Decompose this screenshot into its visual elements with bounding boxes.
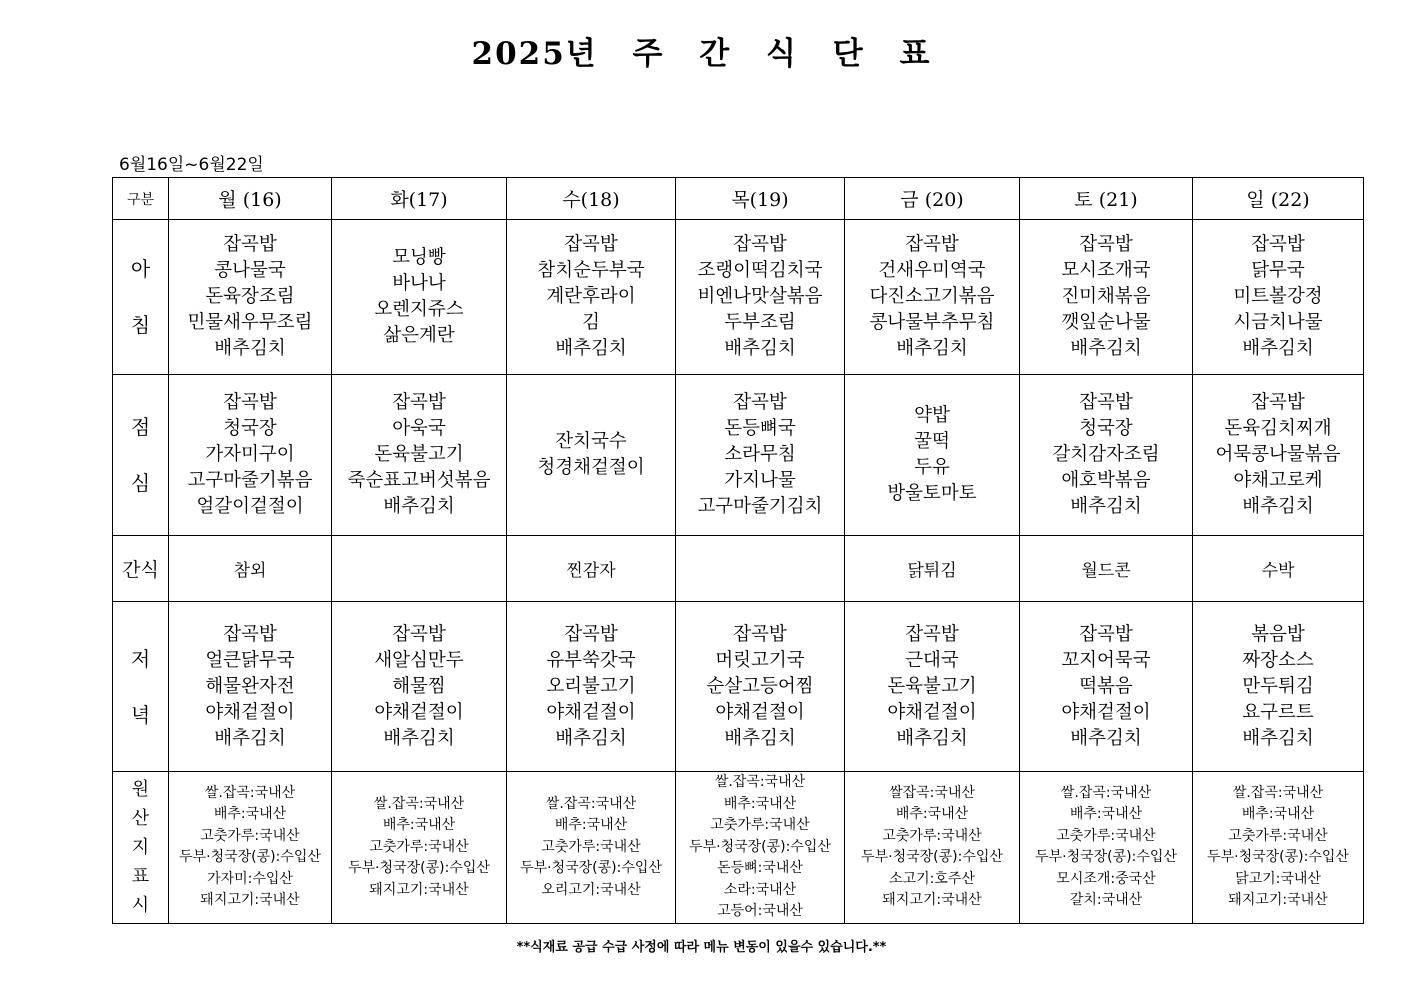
menu-item: 순살고등어찜	[706, 675, 814, 697]
menu-item: 아욱국	[392, 418, 446, 439]
menu-item: 모시조개국	[1061, 260, 1151, 281]
menu-item: 돈육장조림	[205, 286, 295, 307]
origin-line: 쌀.잡곡:국내산	[373, 795, 465, 812]
dinner-cell	[1020, 602, 1193, 772]
breakfast-cell	[845, 220, 1020, 375]
origin-line: 두부·청국장(콩):수입산	[1035, 849, 1177, 866]
menu-item: 배추김치	[724, 338, 796, 359]
menu-item: 고구마줄기김치	[697, 496, 823, 517]
lunch-cell	[332, 375, 507, 536]
menu-item: 닭무국	[1251, 260, 1305, 281]
menu-item: 배추김치	[383, 727, 455, 749]
menu-item: 잡곡밥	[223, 623, 277, 645]
menu-item: 오렌지쥬스	[374, 299, 464, 320]
menu-item: 오리불고기	[546, 675, 636, 697]
origin-line: 돼지고기:국내산	[369, 881, 469, 898]
menu-item: 잡곡밥	[1079, 623, 1133, 645]
breakfast-cell	[1020, 220, 1193, 375]
snack-cell	[332, 536, 507, 602]
menu-item: 돈육김치찌개	[1224, 418, 1332, 439]
origin-label	[113, 772, 169, 924]
menu-item: 두유	[914, 457, 950, 478]
origin-line: 두부·청국장(콩):수입산	[689, 838, 831, 855]
dinner-cell	[845, 602, 1020, 772]
menu-item: 참치순두부국	[537, 260, 645, 281]
menu-item: 두부조림	[724, 312, 796, 333]
origin-line: 배추:국내산	[1069, 806, 1143, 823]
menu-item: 해물완자전	[205, 675, 295, 697]
label-char: 표	[131, 865, 150, 887]
corner-label: 구분	[113, 178, 169, 220]
menu-item: 배추김치	[555, 338, 627, 359]
menu-item: 죽순표고버섯볶음	[347, 470, 491, 491]
menu-item: 배추김치	[1242, 338, 1314, 359]
origin-line: 쌀.잡곡:국내산	[1060, 784, 1152, 801]
origin-cell	[1193, 772, 1364, 924]
lunch-cell	[169, 375, 332, 536]
origin-line: 고춧가루:국내산	[369, 838, 469, 855]
menu-item: 해물찜	[392, 675, 446, 697]
menu-item: 근대국	[905, 649, 959, 671]
menu-item: 잡곡밥	[564, 234, 618, 255]
menu-item: 배추김치	[214, 727, 286, 749]
menu-item: 김	[582, 312, 600, 333]
breakfast-cell	[676, 220, 845, 375]
lunch-cell	[1193, 375, 1364, 536]
menu-item: 청경채겉절이	[537, 457, 645, 478]
origin-line: 고춧가루:국내산	[710, 817, 810, 833]
menu-item: 건새우미역국	[878, 260, 986, 281]
menu-item: 다진소고기볶음	[869, 286, 995, 307]
menu-item: 배추김치	[214, 338, 286, 359]
menu-item: 잡곡밥	[905, 234, 959, 255]
origin-line: 쌀.잡곡:국내산	[1232, 784, 1324, 801]
snack-cell: 수박	[1193, 536, 1364, 602]
menu-item: 돈등뼈국	[724, 418, 796, 439]
menu-item: 야채겉절이	[546, 701, 636, 723]
menu-item: 꿀떡	[914, 431, 950, 452]
snack-cell: 찐감자	[507, 536, 676, 602]
menu-item: 야채겉절이	[205, 701, 295, 723]
breakfast-cell	[169, 220, 332, 375]
breakfast-cell	[1193, 220, 1364, 375]
lunch-label	[113, 375, 169, 536]
menu-item: 잡곡밥	[733, 623, 787, 645]
snack-cell: 참외	[169, 536, 332, 602]
menu-item: 잡곡밥	[1251, 234, 1305, 255]
menu-item: 민물새우무조림	[187, 312, 313, 333]
origin-cell	[507, 772, 676, 924]
origin-cell	[845, 772, 1020, 924]
origin-line: 두부·청국장(콩):수입산	[861, 849, 1003, 866]
footnote: **식재료 공급 수급 사정에 따라 메뉴 변동이 있을수 있습니다.**	[516, 940, 887, 955]
origin-line: 고춧가루:국내산	[541, 838, 641, 855]
menu-item: 배추김치	[1070, 496, 1142, 517]
weekly-menu-table	[112, 177, 1364, 924]
menu-item: 청국장	[223, 418, 277, 439]
menu-item: 잡곡밥	[223, 392, 277, 413]
menu-item: 콩나물부추무침	[869, 312, 995, 333]
menu-item: 잡곡밥	[905, 623, 959, 645]
menu-item: 잡곡밥	[733, 392, 787, 413]
menu-item: 잡곡밥	[392, 392, 446, 413]
origin-line: 돼지고기:국내산	[200, 892, 300, 909]
menu-item: 잡곡밥	[564, 623, 618, 645]
menu-item: 잡곡밥	[223, 234, 277, 255]
menu-item: 잡곡밥	[1251, 392, 1305, 413]
menu-item: 어묵콩나물볶음	[1215, 444, 1341, 465]
snack-label: 간식	[113, 536, 169, 602]
menu-item: 소라무침	[724, 444, 796, 465]
dinner-cell	[1193, 602, 1364, 772]
origin-line: 고춧가루:국내산	[882, 827, 982, 844]
menu-item: 고구마줄기볶음	[187, 470, 313, 491]
menu-item: 콩나물국	[214, 260, 286, 281]
menu-item: 야채겉절이	[715, 701, 805, 723]
origin-row	[113, 772, 1364, 924]
menu-item: 야채고로케	[1233, 470, 1323, 491]
day-header: 목(19)	[676, 178, 845, 220]
origin-line: 배추:국내산	[382, 817, 456, 833]
origin-line: 배추:국내산	[213, 806, 287, 823]
menu-item: 배추김치	[724, 727, 796, 749]
menu-item: 야채겉절이	[1061, 701, 1151, 723]
snack-row	[113, 536, 1364, 602]
label-char: 산	[131, 807, 150, 829]
label-char: 저	[130, 646, 151, 671]
origin-line: 쌀잡곡:국내산	[889, 784, 975, 801]
page-title: 2025년 주 간 식 단 표	[471, 36, 932, 72]
origin-line: 오리고기:국내산	[541, 881, 641, 898]
lunch-cell	[845, 375, 1020, 536]
menu-item: 야채겉절이	[887, 701, 977, 723]
menu-item: 짜장소스	[1242, 649, 1314, 671]
menu-item: 모닝빵	[392, 247, 446, 268]
menu-item: 비엔나맛살볶음	[697, 286, 823, 307]
menu-item: 배추김치	[555, 727, 627, 749]
lunch-cell	[1020, 375, 1193, 536]
origin-line: 돼지고기:국내산	[1228, 892, 1328, 909]
breakfast-cell	[332, 220, 507, 375]
dinner-cell	[676, 602, 845, 772]
origin-line: 두부·청국장(콩):수입산	[348, 860, 490, 876]
menu-item: 바나나	[392, 273, 446, 294]
breakfast-label	[113, 220, 169, 375]
menu-item: 돈육불고기	[887, 675, 977, 697]
dinner-row	[113, 602, 1364, 772]
origin-line: 쌀.잡곡:국내산	[204, 784, 296, 801]
menu-item: 가자미구이	[205, 444, 295, 465]
breakfast-cell	[507, 220, 676, 375]
origin-line: 가자미:수입산	[207, 870, 293, 887]
day-header: 수(18)	[507, 178, 676, 220]
menu-item: 계란후라이	[546, 286, 636, 307]
menu-item: 유부쑥갓국	[546, 649, 636, 671]
day-header: 월 (16)	[169, 178, 332, 220]
dinner-cell	[332, 602, 507, 772]
menu-item: 조랭이떡김치국	[697, 260, 823, 281]
lunch-cell	[676, 375, 845, 536]
menu-item: 잡곡밥	[1079, 392, 1133, 413]
menu-item: 배추김치	[1070, 727, 1142, 749]
menu-item: 애호박볶음	[1061, 470, 1151, 491]
origin-line: 배추:국내산	[1241, 806, 1315, 823]
label-char: 지	[131, 836, 150, 858]
origin-line: 고춧가루:국내산	[1056, 827, 1156, 844]
snack-cell: 월드콘	[1020, 536, 1193, 602]
menu-item: 배추김치	[1242, 496, 1314, 517]
menu-item: 깻잎순나물	[1061, 312, 1151, 333]
origin-cell	[676, 772, 845, 924]
menu-item: 잡곡밥	[733, 234, 787, 255]
menu-item: 떡볶음	[1079, 675, 1133, 697]
menu-item: 머릿고기국	[715, 649, 805, 671]
lunch-cell	[507, 375, 676, 536]
snack-cell: 닭튀김	[845, 536, 1020, 602]
menu-item: 미트볼강정	[1233, 286, 1323, 307]
origin-line: 배추:국내산	[723, 795, 797, 812]
label-char: 침	[130, 313, 151, 337]
dinner-label	[113, 602, 169, 772]
menu-item: 삶은계란	[383, 325, 455, 346]
menu-item: 갈치감자조림	[1052, 444, 1160, 465]
origin-line: 닭고기:국내산	[1235, 870, 1321, 887]
origin-line: 소고기:호주산	[889, 870, 975, 887]
label-char: 녁	[130, 702, 151, 727]
origin-line: 두부·청국장(콩):수입산	[179, 849, 321, 866]
menu-item: 꼬지어묵국	[1061, 649, 1151, 671]
label-char: 심	[130, 471, 151, 495]
week-period: 6월16일~6월22일	[119, 155, 264, 175]
menu-item: 배추김치	[896, 338, 968, 359]
menu-item: 방울토마토	[887, 483, 977, 504]
origin-line: 고춧가루:국내산	[1228, 827, 1328, 844]
menu-item: 배추김치	[1070, 338, 1142, 359]
day-header: 토 (21)	[1020, 178, 1193, 220]
menu-item: 배추김치	[1242, 727, 1314, 749]
origin-line: 쌀.잡곡:국내산	[714, 774, 806, 790]
origin-line: 고등어:국내산	[717, 903, 803, 919]
origin-line: 배추:국내산	[554, 817, 628, 833]
origin-line: 갈치:국내산	[1069, 892, 1143, 909]
day-header: 금 (20)	[845, 178, 1020, 220]
origin-cell	[169, 772, 332, 924]
label-char: 원	[131, 778, 150, 800]
origin-line: 쌀.잡곡:국내산	[545, 795, 637, 812]
menu-item: 진미채볶음	[1061, 286, 1151, 307]
origin-line: 두부·청국장(콩):수입산	[520, 860, 662, 876]
label-char: 점	[130, 415, 151, 439]
origin-line: 모시조개:중국산	[1056, 870, 1156, 887]
menu-item: 시금치나물	[1233, 312, 1323, 333]
menu-item: 볶음밥	[1251, 623, 1305, 645]
origin-line: 두부·청국장(콩):수입산	[1207, 849, 1349, 866]
menu-item: 돈육불고기	[374, 444, 464, 465]
origin-cell	[1020, 772, 1193, 924]
origin-line: 돼지고기:국내산	[882, 892, 982, 909]
menu-item: 청국장	[1079, 418, 1133, 439]
origin-cell	[332, 772, 507, 924]
menu-item: 잔치국수	[555, 431, 627, 452]
breakfast-row	[113, 220, 1364, 375]
day-header: 화(17)	[332, 178, 507, 220]
dinner-cell	[169, 602, 332, 772]
menu-item: 가지나물	[724, 470, 796, 491]
menu-item: 배추김치	[896, 727, 968, 749]
menu-item: 새알심만두	[374, 649, 464, 671]
menu-item: 요구르트	[1242, 701, 1314, 723]
menu-item: 배추김치	[383, 496, 455, 517]
lunch-row	[113, 375, 1364, 536]
day-header: 일 (22)	[1193, 178, 1364, 220]
dinner-cell	[507, 602, 676, 772]
menu-item: 얼갈이겉절이	[196, 496, 304, 517]
header-row	[113, 178, 1364, 220]
origin-line: 소라:국내산	[723, 881, 797, 898]
label-char: 시	[131, 894, 150, 916]
origin-line: 돈등뼈:국내산	[717, 860, 803, 876]
menu-item: 야채겉절이	[374, 701, 464, 723]
menu-item: 약밥	[914, 405, 950, 426]
menu-item: 잡곡밥	[392, 623, 446, 645]
origin-line: 배추:국내산	[895, 806, 969, 823]
menu-item: 얼큰닭무국	[205, 649, 295, 671]
snack-cell	[676, 536, 845, 602]
menu-item: 잡곡밥	[1079, 234, 1133, 255]
menu-item: 만두튀김	[1242, 675, 1314, 697]
label-char: 아	[130, 257, 151, 281]
origin-line: 고춧가루:국내산	[200, 827, 300, 844]
